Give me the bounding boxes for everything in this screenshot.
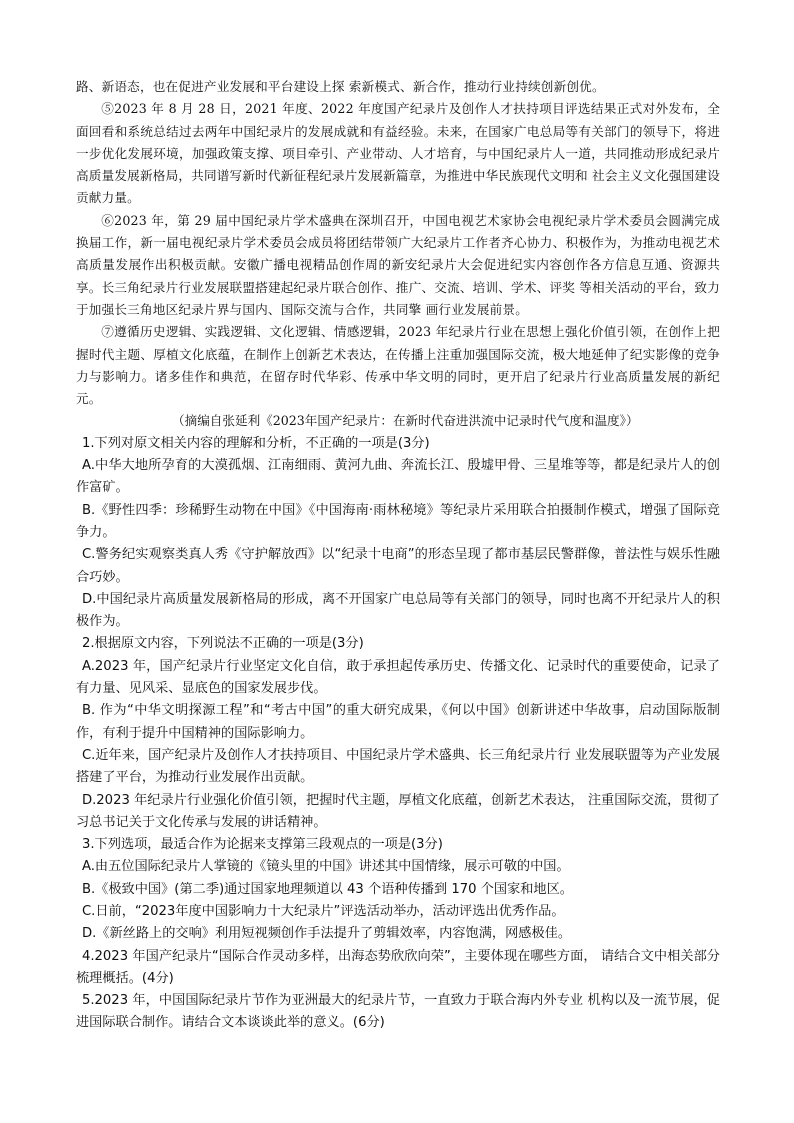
- passage-paragraph-7: ⑦遵循历史逻辑、实践逻辑、文化逻辑、情感逻辑，2023 年纪录片行业在思想上强化价值引领，在创作上把握时代主题、厚植文化底蕴，在制作上创新艺术表达，在传播上注重加强国际交流，极大地延伸了纪实影像的竞争力与影响力。诸多佳作和典范，在留存时代华彩、传承中华文明的同时，更开启了纪录片行业高质量发展的新纪元。: [76, 324, 720, 407]
- passage-paragraph-5: ⑤2023 年 8 月 28 日，2021 年度、2022 年度国产纪录片及创作人才扶持项目评选结果正式对外发布，全面回看和系统总结过去两年中国纪录片的发展成就和有益经验。未来，在国家广电总局等有关部门的领导下，将进一步优化发展环境，加强政策支撑、项目牵引、产业带动、人才培育，与中国纪录片人一道，共同推动形成纪录片高质量发展新格局，共同谱写新时代新征程纪录片发展新篇章，为推进中华民族现代文明和 社会主义文化强国建设贡献力量。: [76, 101, 720, 206]
- option-d: D.中国纪录片高质量发展新格局的形成，离不开国家广电总局等有关部门的领导，同时也离不开纪录片人的积极作为。: [76, 591, 720, 630]
- option-b: B.《野性四季：珍稀野生动物在中国》《中国海南·雨林秘境》等纪录片采用联合拍摄制作模式，增强了国际竞争力。: [76, 502, 720, 540]
- page-content: [76, 76, 720, 1035]
- option-d: D.《新丝路上的交响》利用短视频创作手法提升了剪辑效率，内容饱满，网感极佳。: [81, 926, 572, 942]
- option-b: B. 作为“中华文明探源工程”和“考古中国”的重大研究成果，《何以中国》创新讲述中华故事，启动国际版制作，有利于提升中国精神的国际影响力。: [76, 703, 720, 741]
- option-c: C.近年来，国产纪录片及创作人才扶持项目、中国纪录片学术盛典、长三角纪录片行 业发展联盟等为产业发展搭建了平台，为推动行业发展作出贡献。: [76, 747, 720, 786]
- passage-source: （摘编自张延利《2023年国产纪录片：在新时代奋进洪流中记录时代气度和温度》）: [172, 413, 639, 429]
- option-a: A.2023 年，国产纪录片行业坚定文化自信，敢于承担起传承历史、传播文化、记录时代的重要使命，记录了有力量、见风采、显底色的国家发展步伐。: [76, 658, 720, 697]
- option-c: C.警务纪实观察类真人秀《守护解放西》以“纪录十电商”的形态呈现了都市基层民警群像，普法性与娱乐性融合巧妙。: [76, 547, 720, 585]
- question-2: [76, 633, 720, 834]
- question-3: [76, 834, 720, 945]
- option-b: B.《极致中国》(第二季)通过国家地理频道以 43 个语种传播到 170 个国家和地区。: [81, 881, 573, 897]
- question-stem: 2.根据原文内容，下列说法不正确的一项是(3分): [81, 636, 364, 652]
- question-1: [76, 433, 720, 634]
- question-stem: 3.下列选项，最适合作为论据来支撑第三段观点的一项是(3分): [81, 837, 443, 853]
- question-stem: 1.下列对原文相关内容的理解和分析，不正确的一项是(3分): [81, 435, 430, 451]
- question-stem: 5.2023 年，中国国际纪录片节作为亚洲最大的纪录片节，一直致力于联合海内外专业 机构以及一流节展，促进国际联合制作。请结合文本谈谈此举的意义。(6分): [76, 993, 720, 1031]
- option-d: D.2023 年纪录片行业强化价值引领，把握时代主题，厚植文化底蕴，创新艺术表达， 注重国际交流，贯彻了习总书记关于文化传承与发展的讲话精神。: [76, 792, 720, 830]
- passage-paragraph-4-end: 路、新语态，也在促进产业发展和平台建设上探 索新模式、新合作，推动行业持续创新创优。: [76, 79, 605, 94]
- question-4: [76, 946, 720, 991]
- option-c: C.日前，“2023年度中国影响力十大纪录片”评选活动举办，活动评选出优秀作品。: [81, 903, 565, 919]
- question-stem: 4.2023 年国产纪录片“国际合作灵动多样，出海态势欣欣向荣”，主要体现在哪些方面， 请结合文中相关部分梳理概括。(4分): [76, 948, 720, 986]
- option-a: A.由五位国际纪录片人掌镜的《镜头里的中国》讲述其中国情缘，展示可敬的中国。: [81, 859, 570, 875]
- question-5: [76, 990, 720, 1035]
- passage-paragraph-6: ⑥2023 年，第 29 届中国纪录片学术盛典在深圳召开，中国电视艺术家协会电视纪录片学术委员会圆满完成换届工作，新一届电视纪录片学术委员会成员将团结带领广大纪录片工作者齐心协力、积极作为，为推动电视艺术高质量发展作出积极贡献。安徽广播电视精品创作周的新安纪录片大会促进纪实内容创作各方信息互通、资源共享。长三角纪录片行业发展联盟搭建起纪录片联合创作、推广、交流、培训、学术、评奖 等相关活动的平台，致力于加强长三角地区纪录片界与国内、国际交流与合作，共同擎 画行业发展前景。: [76, 212, 720, 317]
- option-a: A.中华大地所孕育的大漠孤烟、江南细雨、黄河九曲、奔流长江、殷墟甲骨、三星堆等等，都是纪录片人的创作富矿。: [76, 458, 720, 496]
